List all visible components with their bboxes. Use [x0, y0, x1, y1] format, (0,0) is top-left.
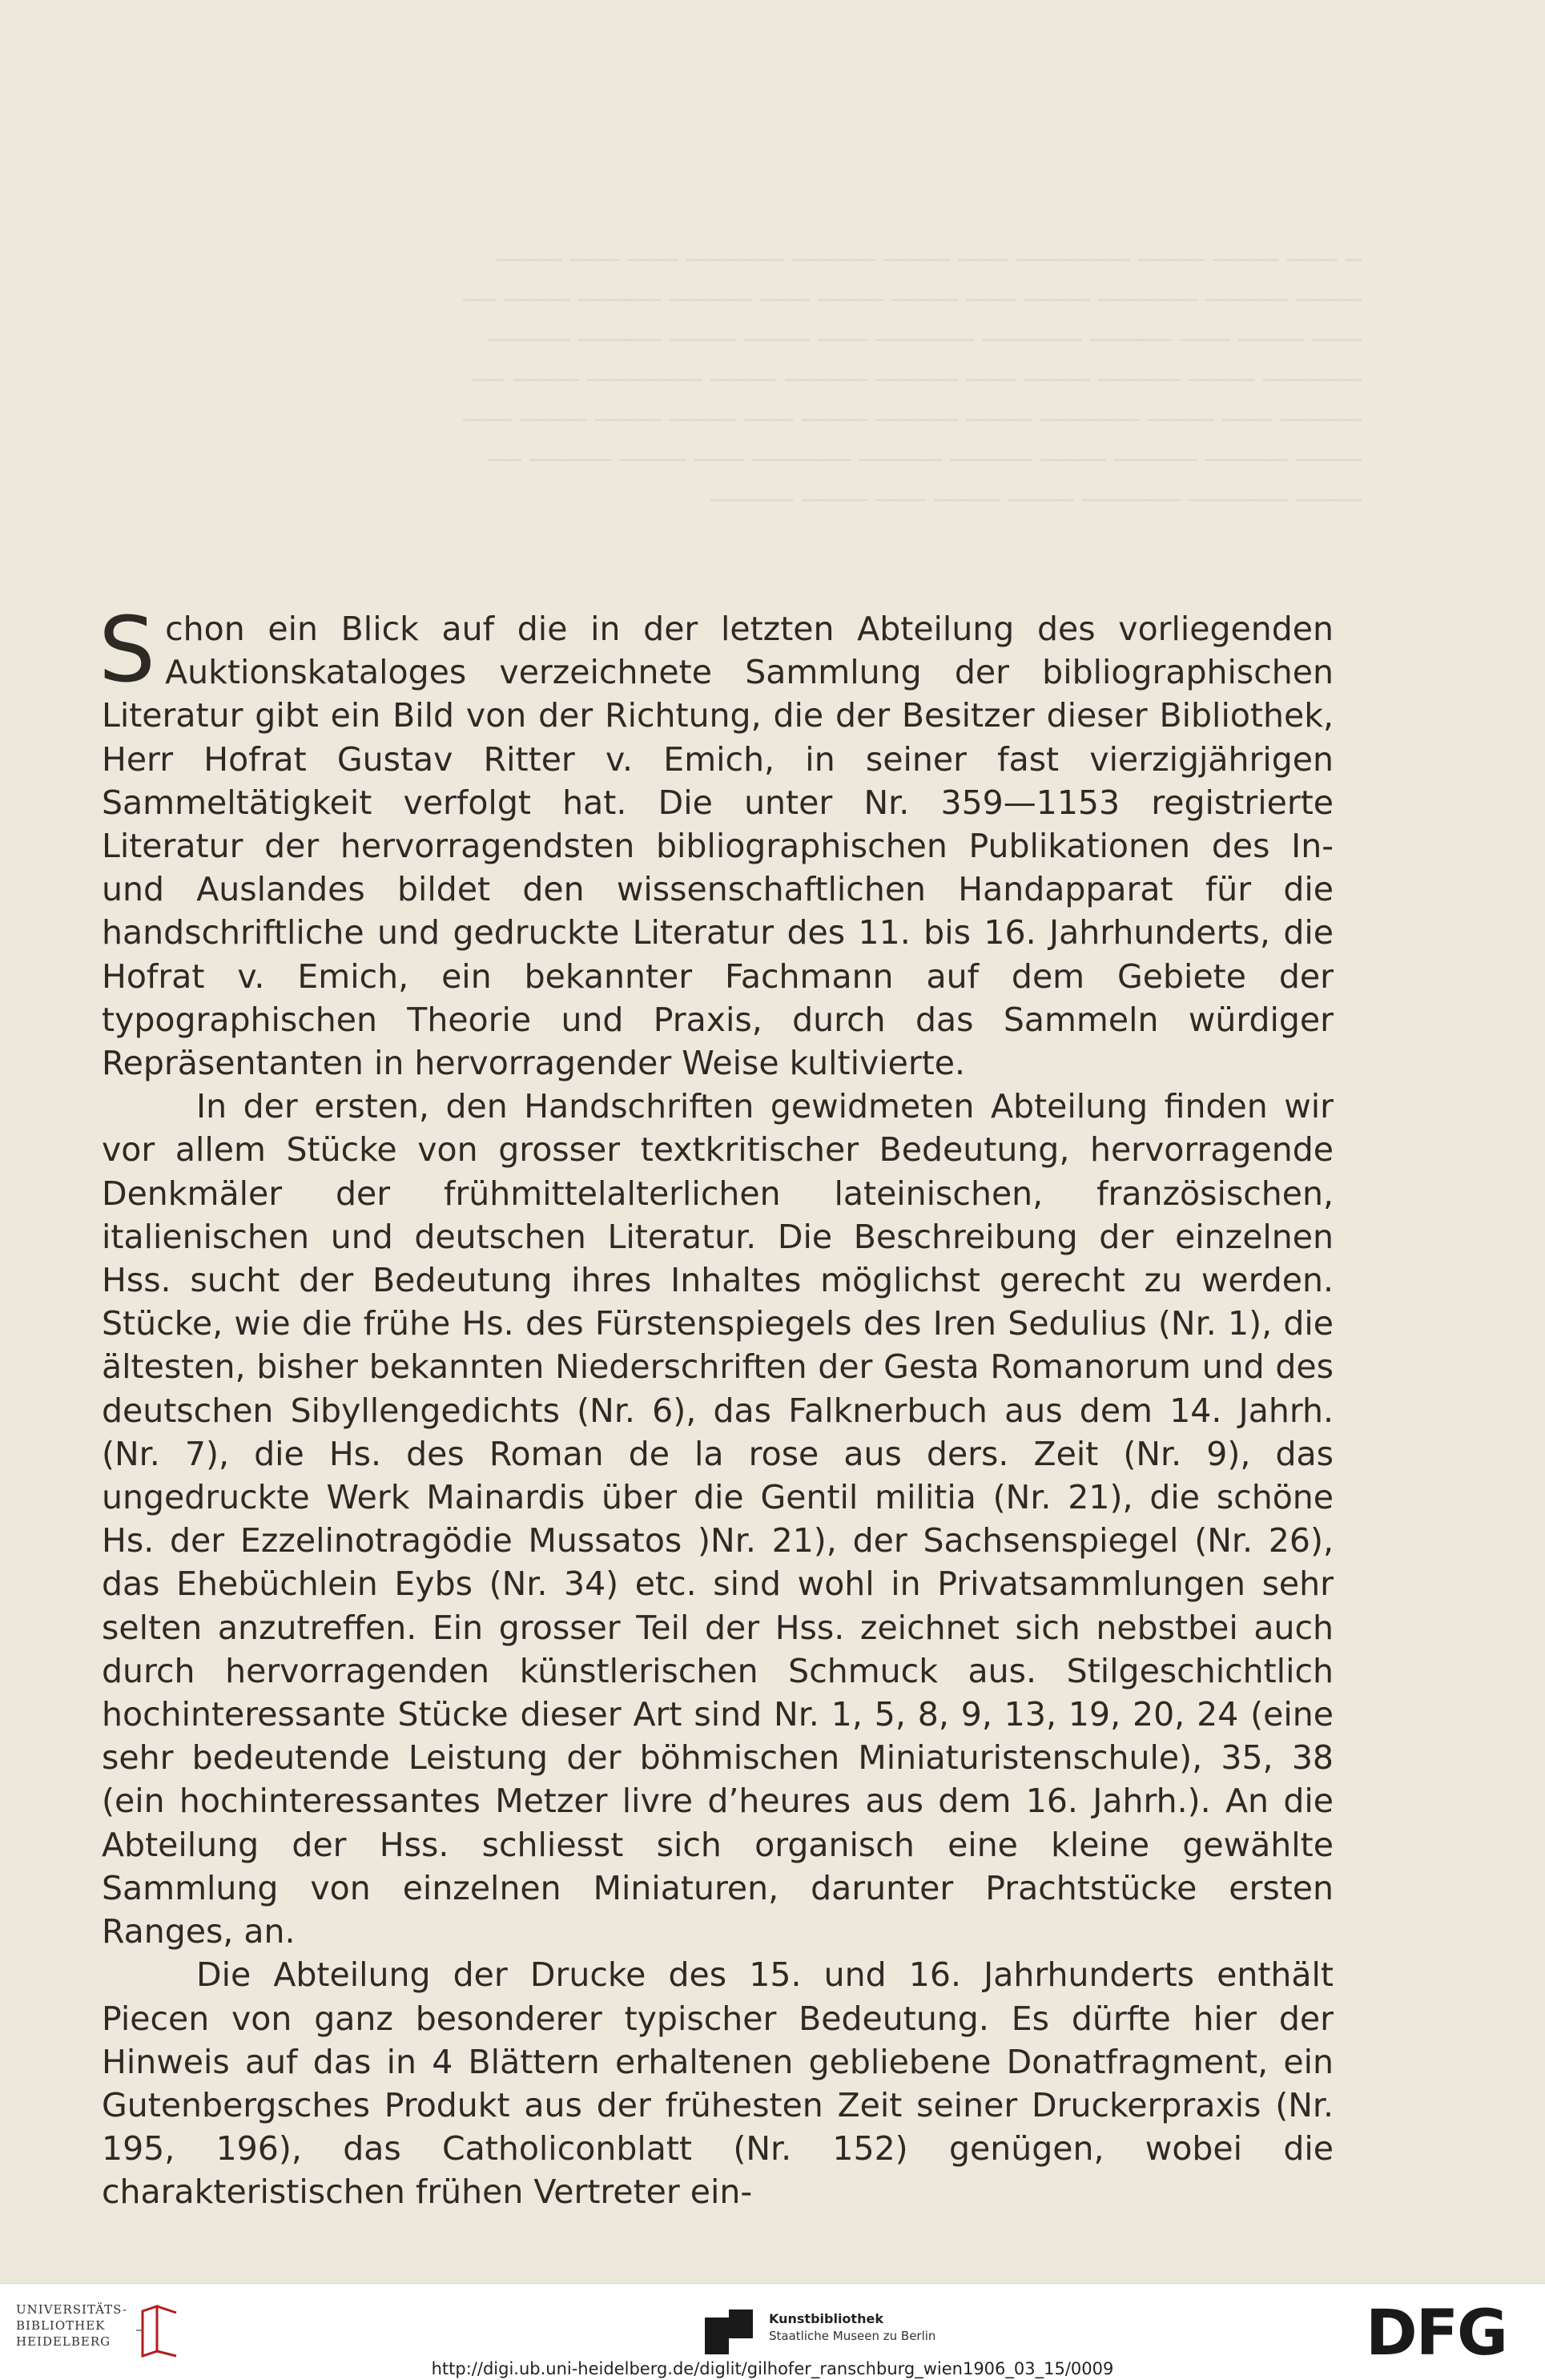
university-library-logo[interactable]	[16, 2301, 200, 2366]
paragraph-1	[99, 598, 1334, 1085]
university-line-2: BIBLIOTHEK	[16, 2318, 106, 2333]
kunstbibliothek-name: Kunstbibliothek	[769, 2311, 883, 2326]
dfg-logo[interactable]: DFG	[1366, 2297, 1507, 2370]
permalink-url[interactable]: http://digi.ub.uni-heidelberg.de/diglit/gilhofer_ranschburg_wien1906_03_15/0009	[431, 2359, 1114, 2378]
university-line-1: UNIVERSITÄTS-	[16, 2302, 128, 2317]
university-line-3: HEIDELBERG	[16, 2334, 111, 2349]
university-name	[16, 2301, 127, 2350]
drop-cap: S	[99, 598, 156, 703]
paragraph-3: Die Abteilung der Drucke des 15. und 16. Jahrhunderts enthält Piecen von ganz besonderer typischer Bedeutung. Es dürfte hier der Hinweis auf das in 4 Blättern erhaltenen gebliebene Donatfragment, ein Gutenbergsches Produkt aus der frühesten Zeit seiner Druckerpraxis (Nr. 195, 196), das Catholiconblatt (Nr. 152) genügen, wobei die charakteristischen frühen Vertreter ein-	[102, 1955, 1334, 2212]
paragraph-1-text: chon ein Blick auf die in der letzten Abteilung des vorliegenden Auktionskataloges verzeichnete Sammlung der bibliographischen Literatur gibt ein Bild von der Richtung, die der Besitzer dieser Bibliothek, Herr Hofrat Gustav Ritter v. Emich, in seiner fast vierzigjährigen Sammeltätigkeit verfolgt hat. Die unter Nr. 359—1153 registrierte Literatur der hervorragendsten bibliographischen Publikationen des In- und Auslandes bildet den wissenschaftlichen Handapparat für die handschriftliche und gedruckte Literatur des 11. bis 16. Jahrhunderts, die Hofrat v. Emich, ein bekannter Fachmann auf dem Gebiete der typographischen Theorie und Praxis, durch das Sammeln würdiger Repräsentanten in hervorragender Weise kultivierte.	[102, 610, 1334, 1083]
kunstbibliothek-subtitle: Staatliche Museen zu Berlin	[769, 2329, 936, 2343]
footer-bar	[0, 2283, 1545, 2380]
main-text	[99, 598, 1334, 2214]
bleed-through-texture: ─ ─── ──── ──── ─────── ─── ──── ───── ────── ─── ─── ──── ──── ───── ────── ──── ─── ──── ──── ─── ───── ───── ──── ── ─── ──── ─── ───── ────── ────── ─── ──── ──── ───── ───── ────── ──── ───── ──── ─── ───── ───── ──── ─────── ──── ── ───── ─── ──── ────── ──── ───── ──── ─── ──── ──── ──── ─── ──── ───── ───── ──── ───── ───── ────── ─── ──── ───── ── ──── ────── ────── ──── ──── ─── ──── ─────	[463, 244, 1362, 517]
bracket-logo-icon	[136, 2303, 184, 2359]
kunstbibliothek-mark-icon	[705, 2310, 753, 2354]
paragraph-2: In der ersten, den Handschriften gewidmeten Abteilung finden wir vor allem Stücke von grosser textkritischer Bedeutung, hervorragende Denkmäler der frühmittelalterlichen lateinischen, französischen, italienischen und deutschen Literatur. Die Beschreibung der einzelnen Hss. sucht der Bedeutung ihres Inhaltes möglichst gerecht zu werden. Stücke, wie die frühe Hs. des Fürstenspiegels des Iren Sedulius (Nr. 1), die ältesten, bisher bekannten Niederschriften der Gesta Romanorum und des deutschen Sibyllengedichts (Nr. 6), das Falknerbuch aus dem 14. Jahrh. (Nr. 7), die Hs. des Roman de la rose aus ders. Zeit (Nr. 9), das ungedruckte Werk Mainardis über die Gentil militia (Nr. 21), die schöne Hs. der Ezzelinotragödie Mussatos )Nr. 21), der Sachsenspiegel (Nr. 26), das Ehebüchlein Eybs (Nr. 34) etc. sind wohl in Privatsammlungen sehr selten anzutreffen. Ein grosser Teil der Hss. zeichnet sich nebstbei auch durch hervorragenden künstlerischen Schmuck aus. Stilgeschichtlich hochinteressante Stücke dieser Art sind Nr. 1, 5, 8, 9, 13, 19, 20, 24 (eine sehr bedeutende Leistung der böhmischen Miniaturistenschule), 35, 38 (ein hochinteressantes Metzer livre d’heures aus dem 16. Jahrh.). An die Abteilung der Hss. schliesst sich organisch eine kleine gewählte Sammlung von einzelnen Miniaturen, darunter Prachtstücke ersten Ranges, an.	[102, 1087, 1334, 1951]
